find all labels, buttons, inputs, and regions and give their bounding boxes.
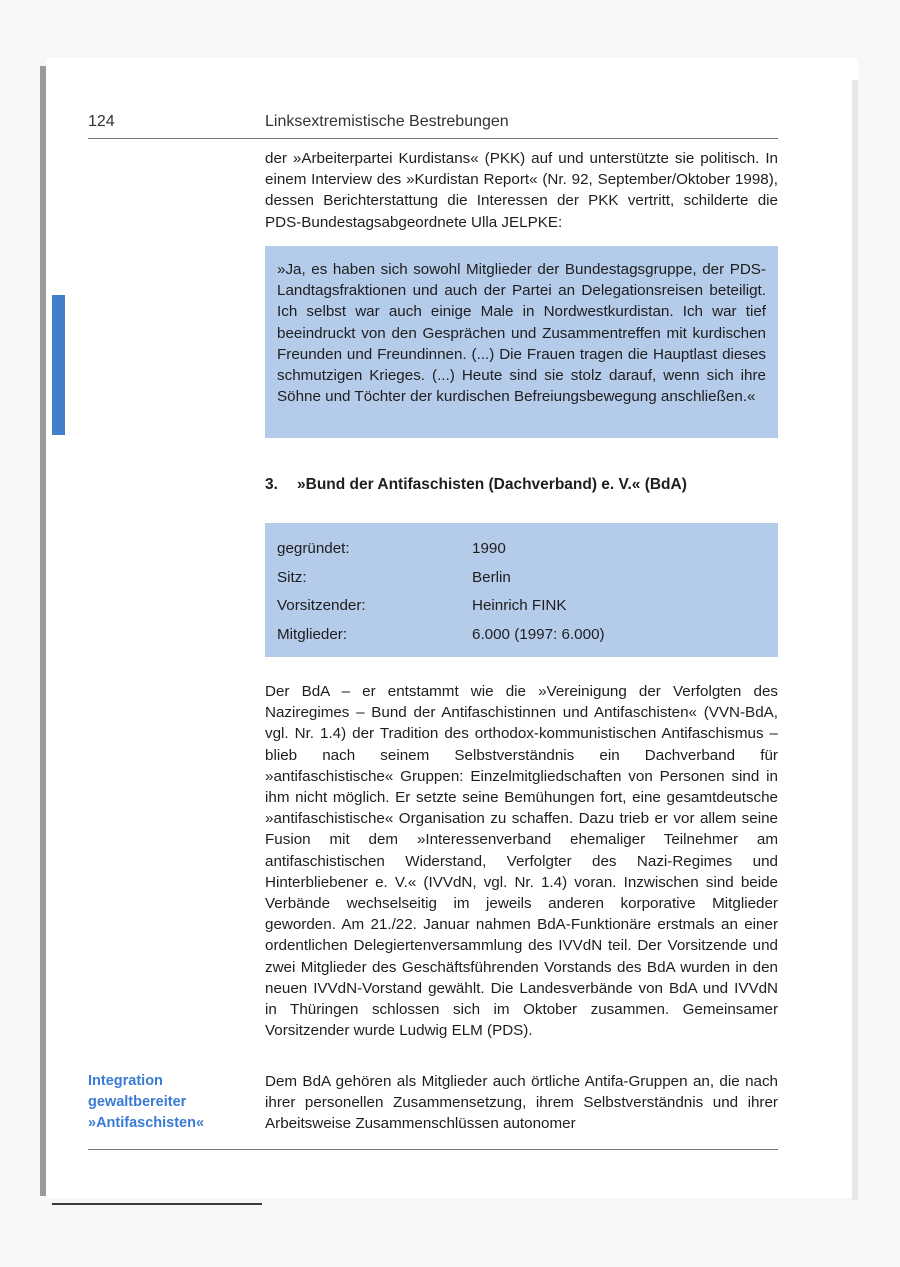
section-number: 3. (265, 476, 278, 493)
fact-row-seat (277, 564, 766, 593)
body-paragraph-1: Der BdA – er entstammt wie die »Vereinigung der Verfolgten des Naziregimes – Bund der Antifaschistinnen und Antifaschisten« (VVN-BdA, vgl. Nr. 1.4) der Tradition des orthodox-kommunistischen Antifaschismus – blieb nach seinem Selbstverständnis ein Dachverband für »antifaschistische« Gruppen: Einzelmitgliedschaften von Personen sind in ihm nicht möglich. Er setzte seine Bemühungen fort, eine gesamtdeutsche »antifaschistische« Organisation zu schaffen. Dazu trieb er vor allem seine Fusion mit dem »Interessenverband ehemaliger Teilnehmer am antifaschistischen Widerstand, Verfolgter des Nazi-Regimes und Hinterbliebener e. V.« (IVVdN, vgl. Nr. 1.4) voran. Inzwischen sind beide Verbände wechselseitig im jeweils anderen korporative Mitglieder geworden. Am 21./22. Januar nahmen BdA-Funktionäre erstmals an einer ordentlichen Delegiertenversammlung des IVVdN teil. Der Vorsitzende und zwei Mitglieder des Geschäftsführenden Vorstands des BdA wurden in den neuen IVVdN-Vorstand gewählt. Die Landesverbände von BdA und IVVdN in Thüringen schlossen sich im Oktober zusammen. Gemeinsamer Vorsitzender wurde Ludwig ELM (PDS). (265, 683, 778, 1040)
running-head: Linksextremistische Bestrebungen (265, 113, 509, 130)
fact-value: 1990 (472, 540, 506, 557)
footer-rule (88, 1149, 778, 1150)
margin-note-line: »Antifaschisten« (88, 1115, 205, 1131)
facts-box (265, 523, 778, 657)
margin-note-line: gewaltbereiter (88, 1094, 187, 1110)
page-number: 124 (88, 113, 115, 130)
fact-value: Berlin (472, 568, 511, 586)
fact-row-founded (277, 535, 766, 564)
chapter-tab-marker (52, 295, 65, 435)
scan-artifact-line (52, 1203, 262, 1205)
fact-row-chair (277, 592, 766, 621)
fact-label: Vorsitzender: (277, 597, 366, 614)
fact-label: Mitglieder: (277, 625, 348, 643)
fact-label: gegründet: (277, 540, 350, 557)
fact-row-members (277, 621, 766, 650)
quote-text: »Ja, es haben sich sowohl Mitglieder der Bundestagsgruppe, der PDS-Landtagsfraktionen und auch der Partei an Delegationsreisen beteiligt. Ich selbst war auch einige Male in Nordwestkurdistan. Ich war tief beeindruckt von den Gesprächen und Zusammentreffen mit kurdischen Freunden und Freundinnen. (...) Die Frauen tragen die Hauptlast dieses schmutzigen Krieges. (...) Heute sind sie stolz darauf, wenn sich ihre Söhne und Töchter der kurdischen Befreiungsbewegung anschließen.« (277, 261, 766, 406)
quote-box (265, 246, 778, 438)
fact-value: 6.000 (1997: 6.000) (472, 625, 605, 643)
section-title: »Bund der Antifaschisten (Dachverband) e. V.« (BdA) (297, 476, 687, 493)
margin-note-line: Integration (88, 1073, 163, 1089)
header-rule (88, 138, 778, 139)
section-heading (265, 476, 687, 494)
scan-edge-right (852, 80, 858, 1200)
fact-label: Sitz: (277, 568, 307, 586)
fact-value: Heinrich FINK (472, 597, 567, 614)
scan-edge-shadow (40, 66, 46, 1196)
intro-paragraph: der »Arbeiterpartei Kurdistans« (PKK) auf und unterstützte sie politisch. In einem Interview des »Kurdistan Report« (Nr. 92, September/Oktober 1998), dessen Berichterstattung die Interessen der PKK vertritt, schilderte die PDS-Bundestagsabgeordnete Ulla JELPKE: (265, 150, 778, 231)
margin-note (88, 1071, 233, 1134)
body-paragraph-2: Dem BdA gehören als Mitglieder auch örtliche Antifa-Gruppen an, die nach ihrer personellen Zusammensetzung, ihrem Selbstverständnis und ihrer Arbeitsweise Zusammenschlüssen autonomer (265, 1073, 778, 1133)
